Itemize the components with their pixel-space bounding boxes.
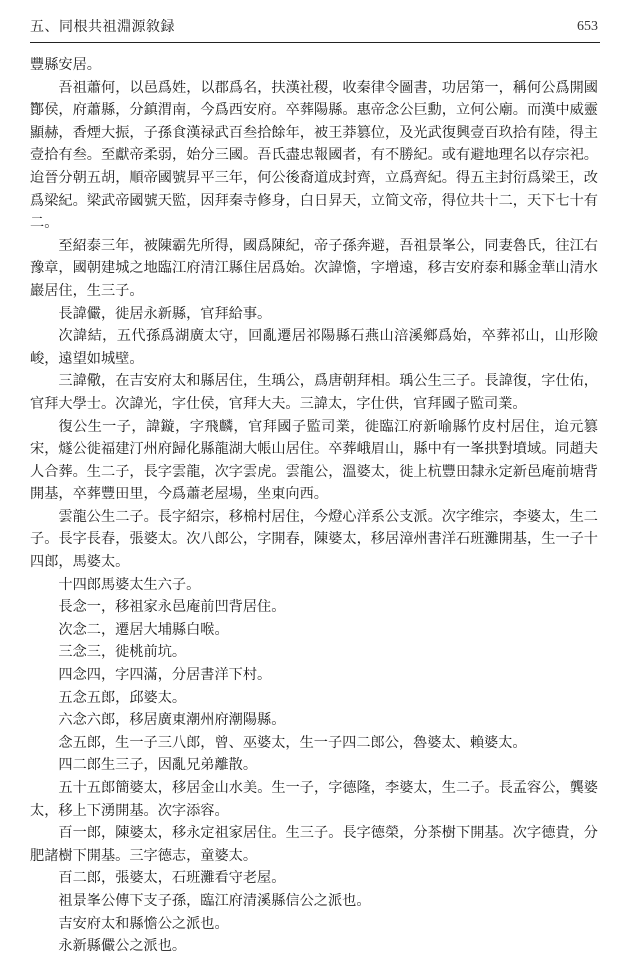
paragraph: 四二郎生三子，因亂兄弟離散。 xyxy=(58,757,258,774)
chapter-title: 五、同根共祖淵源敘録 xyxy=(30,19,175,35)
paragraph: 四念四，字四滿，分居書洋下村。 xyxy=(58,667,272,684)
paragraph: 念五郎，生一子三八郎，曾、巫婆太，生一子四二郎公，魯婆太、賴婆太。 xyxy=(58,734,527,751)
paragraph: 五念五郎，邱婆太。 xyxy=(58,689,187,706)
paragraph: 吾祖蕭何，以邑爲姓，以郡爲名，扶漢社稷，收秦律令圖書，功居第一，稱何公爲開國酇侯，府蕭縣，分鎮渭南，今爲西安府。卒葬陽縣。惠帝念公巨勳，立何公廟。而漢中威靈顯赫，香煙大振，子孫食漢禄武百叁拾餘年，被王莽篡位，及光武復興壹百玖拾有陸，得主壹拾有叁。至獻帝柔弱，始分三國。吾氏盡忠報國者，有不勝紀。或有避地理名以存宗祀。迨晉分朝五胡，順帝國號昇平三年，何公後裔道成封齊，立爲齊紀。得五主封衍爲梁王，改爲梁紀。梁武帝國號天監，因拜秦寺修身，白日昇天，立简文帝，得位共十二，天下七十有二。 xyxy=(30,79,598,232)
paragraph: 豐縣安居。 xyxy=(30,57,101,73)
body-text xyxy=(30,54,598,958)
paragraph: 長諱儼，徙居永新縣，官拜給事。 xyxy=(58,305,272,322)
running-header xyxy=(30,16,598,38)
paragraph: 次念二，遷居大埔縣白喉。 xyxy=(58,621,229,638)
paragraph: 三念三，徙桃前坑。 xyxy=(58,644,187,661)
paragraph: 雲龍公生二子。長字紹宗，移棉村居住，今燈心洋系公支派。次字维宗，李婆太，生二子。長字長春，張婆太。次八郎公，字開春，陳婆太，移居漳州書洋石班灘開基，生一子十四郎，馬婆太。 xyxy=(30,508,598,571)
paragraph: 六念六郎，移居廣東潮州府潮陽縣。 xyxy=(58,712,286,729)
paragraph: 永新縣儼公之派也。 xyxy=(58,938,187,955)
paragraph: 百二郎，張婆太，石班灘看守老屋。 xyxy=(58,870,286,887)
paragraph: 復公生一子，諱鏇，字飛麟，官拜國子監司業，徙臨江府新喻縣竹皮村居住，迨元篡宋，燧公徙福建汀州府歸化縣龍湖大帳山居住。卒葬峨眉山，縣中有一峯拱對墳域。同趙夫人合葬。生二子，長字雲龍，次字雲虎。雲龍公，溫婆太，徙上杭豐田隸永定新邑庵前塘背開基，卒葬豐田里，今爲蕭老屋場，坐東向西。 xyxy=(30,418,598,503)
paragraph: 百一郎，陳婆太，移永定祖家居住。生三子。長字德榮，分茶樹下開基。次字德貴，分肥諸樹下開基。三字德志，童婆太。 xyxy=(30,825,598,864)
paragraph: 長念一，移祖家永邑庵前凹背居住。 xyxy=(58,599,286,616)
page-number: 653 xyxy=(577,19,598,34)
paragraph: 次諱結，五代孫爲湖廣太守，回亂遷居祁陽縣石燕山涪溪鄉爲始，卒葬祁山，山形險峻，遠望如城壁。 xyxy=(30,328,598,367)
paragraph: 三諱儆，在吉安府太和縣居住，生瑀公，爲唐朝拜相。瑀公生三子。長諱復，字仕佑，官拜大學士。次諱光，字仕侯，官拜大夫。三諱太，字仕供，官拜國子監司業。 xyxy=(30,373,598,412)
paragraph: 至紹泰三年，被陳霸先所得，國爲陳紀，帝子孫奔避，吾祖景峯公，同妻魯氏，往江右豫章，國朝建城之地臨江府清江縣住居爲始。次諱憺，字增遠，移吉安府泰和縣金華山清水巖居住，生三子。 xyxy=(30,237,598,299)
paragraph: 五十五郎簡婆太，移居金山水美。生一子，字德隆，李婆太，生二子。長孟容公，龔婆太，移上下湧開基。次字添容。 xyxy=(30,780,598,819)
paragraph: 祖景峯公傳下支子孫，臨江府清溪縣信公之派也。 xyxy=(58,892,371,909)
paragraph: 吉安府太和縣憺公之派也。 xyxy=(58,915,229,932)
paragraph: 十四郎馬婆太生六子。 xyxy=(58,576,201,593)
header-rule xyxy=(30,42,600,43)
